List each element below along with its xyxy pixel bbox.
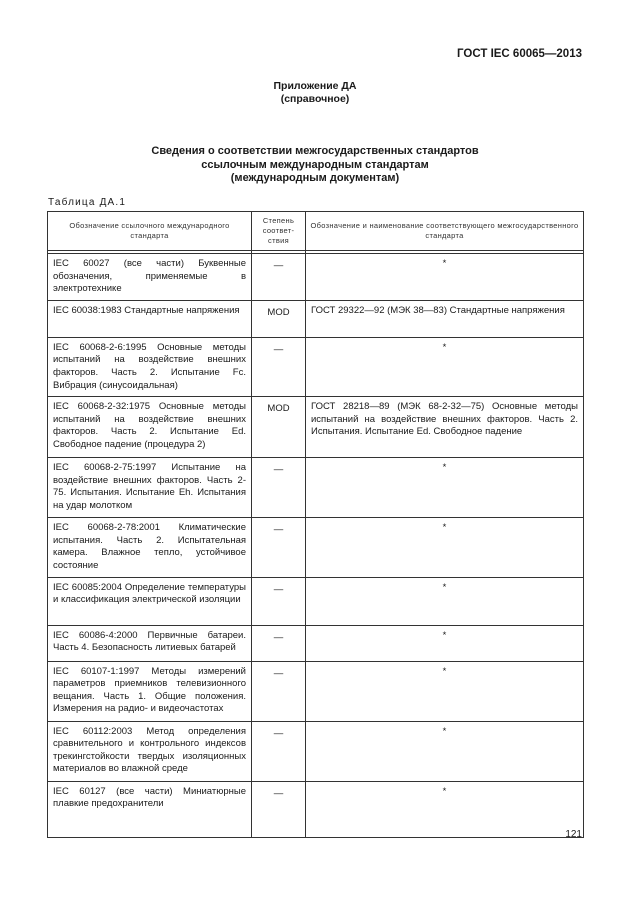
national-standard-cell: ГОСТ 28218—89 (МЭК 68-2-32—75) Основные методы испытаний на воздействие внешних факторов. Часть 2. Испытания. Испытание Ed. Свободное падение bbox=[306, 397, 584, 458]
table-header-row bbox=[48, 212, 584, 251]
national-standard-cell: * bbox=[306, 337, 584, 396]
reference-standard-cell: IEC 60085:2004 Определение температуры и классификация электрической изоляции bbox=[48, 577, 252, 625]
section-title-line-2: ссылочным международным стандартам bbox=[201, 158, 429, 171]
reference-standard-cell: IEC 60068-2-75:1997 Испытание на воздействие внешних факторов. Часть 2-75. Испытания. Испытание Eh. Испытания на удар молотком bbox=[48, 458, 252, 518]
degree-cell: — bbox=[252, 254, 306, 301]
degree-cell: MOD bbox=[252, 300, 306, 337]
section-title-line-3: (международным документам) bbox=[230, 172, 400, 184]
degree-cell: — bbox=[252, 337, 306, 396]
national-standard-cell: * bbox=[306, 458, 584, 518]
degree-cell: — bbox=[252, 625, 306, 661]
degree-cell: — bbox=[252, 518, 306, 577]
document-standard-code: ГОСТ IEC 60065—2013 bbox=[457, 48, 582, 60]
header-interstate-standard: Обозначение и наименование соответствующего межгосударственного стандарта bbox=[306, 212, 584, 251]
national-standard-cell: * bbox=[306, 577, 584, 625]
degree-cell: — bbox=[252, 458, 306, 518]
section-title bbox=[0, 145, 630, 186]
annex-subtitle: (справочное) bbox=[280, 93, 350, 105]
reference-standard-cell: IEC 60068-2-78:2001 Климатические испытания. Часть 2. Испытательная камера. Влажное тепло, устойчивое состояние bbox=[48, 518, 252, 577]
page-number: 121 bbox=[565, 829, 582, 840]
correspondence-table bbox=[47, 211, 584, 838]
degree-cell: MOD bbox=[252, 397, 306, 458]
national-standard-cell: * bbox=[306, 661, 584, 721]
table-row bbox=[48, 518, 584, 577]
reference-standard-cell: IEC 60038:1983 Стандартные напряжения bbox=[48, 300, 252, 337]
header-international-standard: Обозначение ссылочного международного стандарта bbox=[48, 212, 252, 251]
national-standard-cell: ГОСТ 29322—92 (МЭК 38—83) Стандартные напряжения bbox=[306, 300, 584, 337]
annex-title: Приложение ДА bbox=[273, 80, 357, 92]
reference-standard-cell: IEC 60127 (все части) Миниатюрные плавкие предохранители bbox=[48, 781, 252, 837]
table-row bbox=[48, 397, 584, 458]
reference-standard-cell: IEC 60112:2003 Метод определения сравнительного и контрольного индексов трекингстойкости твердых изоляционных материалов во влажной среде bbox=[48, 721, 252, 781]
reference-standard-cell: IEC 60107-1:1997 Методы измерений параметров приемников телевизионного вещания. Часть 1. Общие положения. Измерения на радио- и видеочастотах bbox=[48, 661, 252, 721]
section-title-line-1: Сведения о соответствии межгосударственных стандартов bbox=[151, 145, 479, 157]
reference-standard-cell: IEC 60086-4:2000 Первичные батареи. Часть 4. Безопасность литиевых батарей bbox=[48, 625, 252, 661]
national-standard-cell: * bbox=[306, 625, 584, 661]
table-row bbox=[48, 721, 584, 781]
national-standard-cell: * bbox=[306, 781, 584, 837]
national-standard-cell: * bbox=[306, 254, 584, 301]
degree-cell: — bbox=[252, 721, 306, 781]
annex-heading bbox=[0, 80, 630, 106]
table-row bbox=[48, 781, 584, 837]
degree-cell: — bbox=[252, 661, 306, 721]
table-row bbox=[48, 625, 584, 661]
table-row bbox=[48, 300, 584, 337]
reference-standard-cell: IEC 60068-2-6:1995 Основные методы испытаний на воздействие внешних факторов. Часть 2. Испытание Fc. Вибрация (синусоидальная) bbox=[48, 337, 252, 396]
table-row bbox=[48, 458, 584, 518]
table-row bbox=[48, 577, 584, 625]
table-row bbox=[48, 254, 584, 301]
table-caption: Таблица ДА.1 bbox=[48, 197, 127, 208]
national-standard-cell: * bbox=[306, 518, 584, 577]
reference-standard-cell: IEC 60068-2-32:1975 Основные методы испытаний на воздействие внешних факторов. Часть 2. Испытание Ed. Свободное падение (процедура 2) bbox=[48, 397, 252, 458]
degree-cell: — bbox=[252, 577, 306, 625]
national-standard-cell: * bbox=[306, 721, 584, 781]
header-degree-of-correspondence: Степень соответ-ствия bbox=[252, 212, 306, 251]
table-row bbox=[48, 337, 584, 396]
degree-cell: — bbox=[252, 781, 306, 837]
table-row bbox=[48, 661, 584, 721]
reference-standard-cell: IEC 60027 (все части) Буквенные обозначения, применяемые в электротехнике bbox=[48, 254, 252, 301]
